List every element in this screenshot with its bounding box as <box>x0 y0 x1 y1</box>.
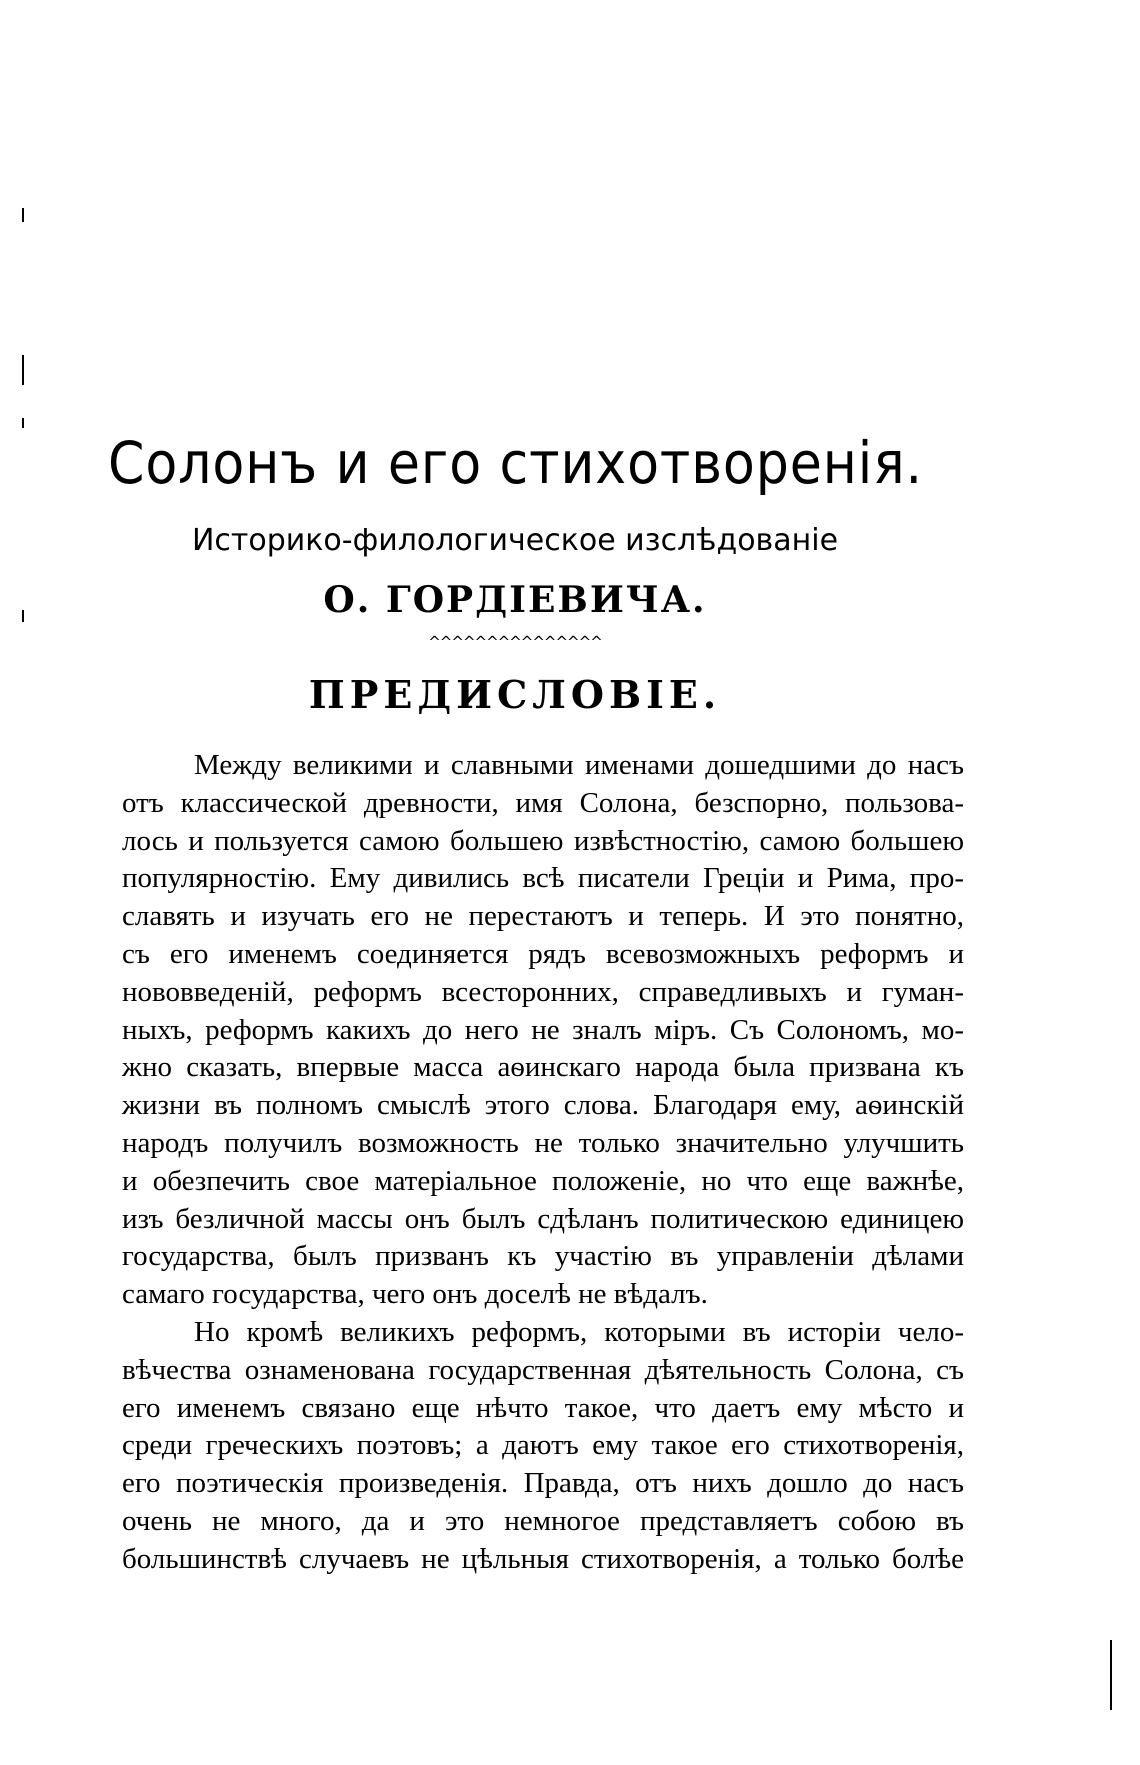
text-line: государства, былъ призванъ къ участію въ управленіи дѣлами <box>122 1240 964 1273</box>
scan-mark <box>22 355 24 385</box>
text-line: жизни въ полномъ смыслѣ этого слова. Благодаря ему, аѳинскій <box>122 1089 964 1122</box>
text-line: славять и изучать его не перестаютъ и теперь. И это понятно, <box>122 900 964 933</box>
scan-mark <box>1110 1640 1112 1710</box>
page-subtitle: Историко-филологическое изслѣдованіе <box>191 523 839 558</box>
text-line: его именемъ связано еще нѣчто такое, что даетъ ему мѣсто и <box>122 1391 964 1424</box>
text-line: Но кромѣ великихъ реформъ, которыми въ исторіи чело- <box>194 1315 964 1348</box>
text-line: его поэтическія произведенія. Правда, отъ нихъ дошло до насъ <box>122 1467 964 1500</box>
text-line: среди греческихъ поэтовъ; а даютъ ему такое его стихотворенія, <box>122 1429 964 1462</box>
page-title: Солонъ и его стихотворенія. <box>107 429 924 497</box>
text-line: ныхъ, реформъ какихъ до него не зналъ міръ. Съ Солономъ, мо- <box>122 1013 964 1046</box>
body-text <box>122 747 964 1579</box>
author-name: О. ГОРДІЕВИЧА. <box>323 579 707 621</box>
scan-mark <box>22 208 24 222</box>
text-line: Между великими и славными именами дошедшими до насъ <box>194 749 964 781</box>
paragraph <box>122 747 964 1314</box>
paragraph <box>122 1314 964 1579</box>
text-line: съ его именемъ соединяется рядъ всевозможныхъ реформъ и <box>122 937 964 970</box>
text-line: народъ получилъ возможность не только значительно улучшить <box>122 1126 964 1159</box>
text-line: лось и пользуется самою большею извѣстностію, самою большею <box>122 824 964 857</box>
text-line: и обезпечить свое матеріальное положеніе, но что еще важнѣе, <box>122 1164 964 1197</box>
section-heading: ПРЕДИСЛОВІЕ. <box>308 672 722 717</box>
text-line: нововведеній, реформъ всесторонних, справедливыхъ и гуман- <box>122 975 964 1008</box>
text-line: очень не много, да и это немногое представляетъ собою въ <box>122 1504 964 1537</box>
text-line: большинствѣ случаевъ не цѣльныя стихотворенія, а только болѣе <box>122 1542 964 1575</box>
text-line: изъ безличной массы онъ былъ сдѣланъ политическою единицею <box>122 1202 964 1235</box>
text-line: популярностію. Ему дивились всѣ писатели Греціи и Рима, про- <box>122 862 964 895</box>
text-line: отъ классической древности, имя Солона, безспорно, пользова- <box>122 786 964 819</box>
text-line: жно сказать, впервые масса аѳинскаго народа была призвана къ <box>122 1051 964 1084</box>
scan-mark <box>22 418 24 428</box>
ornament-rule: ^^^^^^^^^^^^^^^ <box>428 633 602 651</box>
text-line: самаго государства, чего онъ доселѣ не вѣдалъ. <box>122 1278 708 1311</box>
text-line: вѣчества ознаменована государственная дѣятельность Солона, съ <box>122 1353 964 1386</box>
